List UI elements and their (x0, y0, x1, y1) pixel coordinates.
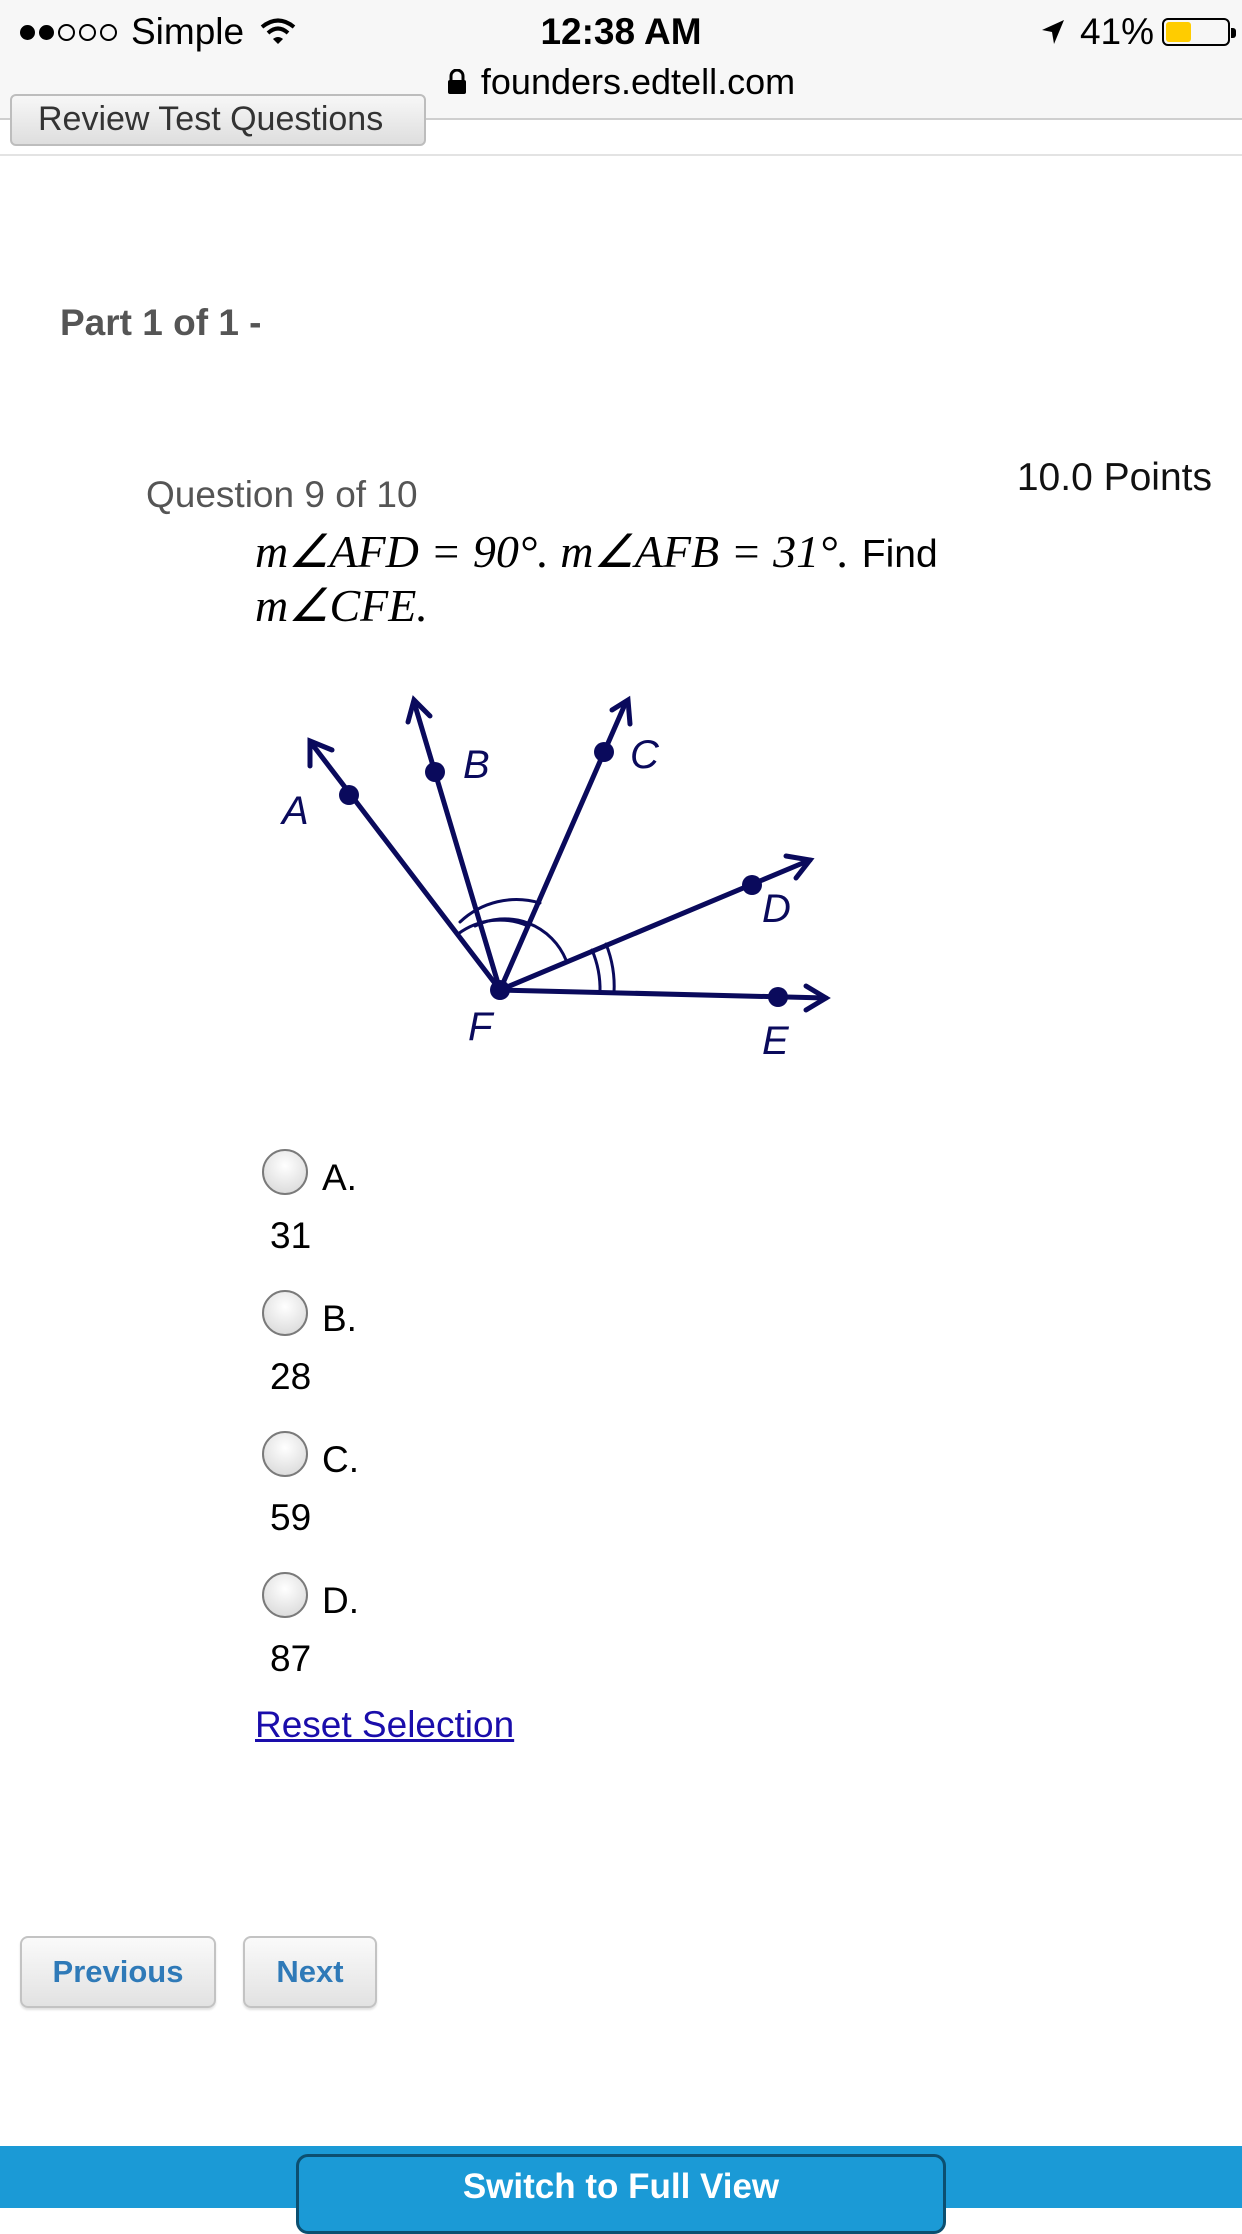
label-e: E (762, 1019, 789, 1063)
previous-button[interactable]: Previous (20, 1936, 216, 2008)
point-b (425, 762, 445, 782)
question-points: 10.0 Points (1016, 456, 1212, 499)
battery-percent: 41% (1079, 11, 1154, 52)
location-arrow-icon (1040, 18, 1080, 46)
option-letter: A. (322, 1157, 357, 1198)
question-math-2: m∠CFE. (255, 580, 428, 631)
angle-diagram (270, 690, 850, 1070)
label-b: B (463, 743, 490, 787)
point-f (490, 980, 510, 1000)
reset-selection-link[interactable]: Reset Selection (255, 1704, 515, 1745)
option-value: 59 (270, 1497, 312, 1538)
radio-button[interactable] (262, 1149, 308, 1195)
option-letter: D. (322, 1580, 359, 1621)
option-value: 28 (270, 1356, 312, 1397)
arc-dfe-outer (606, 944, 614, 993)
battery-icon (1162, 18, 1230, 46)
option-value: 31 (270, 1215, 312, 1256)
option-c[interactable] (262, 1427, 662, 1567)
option-letter: B. (322, 1298, 357, 1339)
arc-dfe (592, 950, 600, 992)
label-c: C (630, 733, 659, 777)
clock: 12:38 AM (540, 11, 702, 52)
point-a (339, 785, 359, 805)
option-a[interactable] (262, 1145, 662, 1285)
status-bar-right (1040, 10, 1230, 54)
question-math-1: m∠AFD = 90°. m∠AFB = 31°. (255, 526, 850, 577)
url-text: founders.edtell.com (480, 61, 796, 102)
question-text (255, 526, 1155, 631)
review-test-questions-button[interactable]: Review Test Questions (10, 94, 426, 146)
battery-fill (1166, 22, 1191, 42)
option-d[interactable] (262, 1568, 662, 1708)
point-c (594, 742, 614, 762)
carrier-name: Simple (131, 11, 245, 52)
label-d: D (762, 887, 791, 931)
radio-button[interactable] (262, 1572, 308, 1618)
lock-icon (447, 69, 481, 95)
question-number: Question 9 of 10 (146, 474, 418, 515)
part-title: Part 1 of 1 - (60, 302, 262, 343)
option-b[interactable] (262, 1286, 662, 1426)
question-find-word: Find (861, 533, 938, 576)
next-button[interactable]: Next (243, 1936, 377, 2008)
option-value: 87 (270, 1638, 312, 1679)
arc-afb (458, 920, 528, 934)
point-d (742, 875, 762, 895)
option-letter: C. (322, 1439, 359, 1480)
point-e (768, 987, 788, 1007)
radio-button[interactable] (262, 1431, 308, 1477)
radio-button[interactable] (262, 1290, 308, 1336)
label-a: A (282, 789, 309, 833)
label-f: F (468, 1005, 493, 1049)
switch-to-full-view-button[interactable]: Switch to Full View (296, 2154, 946, 2234)
